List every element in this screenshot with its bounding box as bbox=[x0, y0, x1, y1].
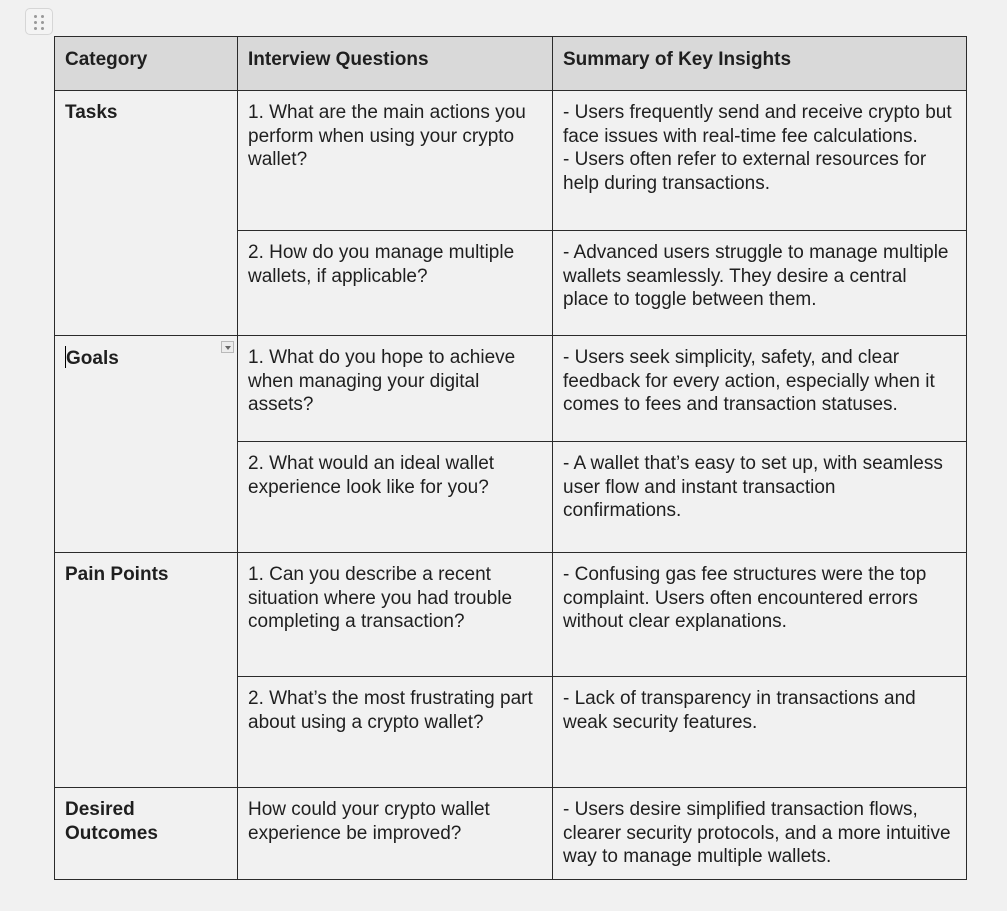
insight-line: - Lack of transparency in transactions and weak security features. bbox=[563, 688, 916, 733]
insights-cell[interactable] bbox=[553, 553, 967, 677]
insight-line: - A wallet that’s easy to set up, with seamless user flow and instant transaction confirmations. bbox=[563, 453, 943, 521]
question-cell[interactable]: 2. What’s the most frustrating part about using a crypto wallet? bbox=[238, 677, 553, 788]
category-cell-desired-outcomes[interactable] bbox=[55, 788, 238, 880]
insights-cell[interactable] bbox=[553, 788, 967, 880]
insight-line: - Users seek simplicity, safety, and clear feedback for every action, especially when it comes to fees and transaction statuses. bbox=[563, 347, 935, 415]
header-interview-questions[interactable]: Interview Questions bbox=[238, 37, 553, 91]
category-label: Pain Points bbox=[65, 564, 169, 585]
insights-cell[interactable] bbox=[553, 91, 967, 231]
table-row bbox=[55, 788, 967, 880]
drag-dot-icon bbox=[34, 21, 37, 24]
table-row bbox=[55, 553, 967, 677]
drag-dot-icon bbox=[34, 27, 37, 30]
category-label: Tasks bbox=[65, 102, 118, 123]
drag-dot-icon bbox=[41, 21, 44, 24]
category-cell-pain-points[interactable] bbox=[55, 553, 238, 788]
insight-line: - Advanced users struggle to manage multiple wallets seamlessly. They desire a central place to toggle between them. bbox=[563, 242, 949, 310]
question-cell[interactable]: 2. What would an ideal wallet experience look like for you? bbox=[238, 442, 553, 553]
question-cell[interactable]: 1. What do you hope to achieve when managing your digital assets? bbox=[238, 336, 553, 442]
header-category[interactable]: Category bbox=[55, 37, 238, 91]
insights-cell[interactable] bbox=[553, 677, 967, 788]
question-cell[interactable]: 1. Can you describe a recent situation where you had trouble completing a transaction? bbox=[238, 553, 553, 677]
category-label: Desired Outcomes bbox=[65, 799, 158, 844]
question-cell[interactable]: 2. How do you manage multiple wallets, if applicable? bbox=[238, 231, 553, 336]
table-drag-handle[interactable] bbox=[25, 8, 53, 35]
interview-insights-table bbox=[54, 36, 967, 880]
insights-cell[interactable] bbox=[553, 231, 967, 336]
table-row bbox=[55, 91, 967, 231]
insight-line: - Users desire simplified transaction flows, clearer security protocols, and a more intuitive way to manage multiple wallets. bbox=[563, 799, 951, 867]
insight-line: - Confusing gas fee structures were the top complaint. Users often encountered errors without clear explanations. bbox=[563, 564, 927, 632]
drag-dot-icon bbox=[41, 15, 44, 18]
header-row bbox=[55, 37, 967, 91]
category-label: Goals bbox=[66, 348, 119, 369]
drag-dot-icon bbox=[41, 27, 44, 30]
header-key-insights[interactable]: Summary of Key Insights bbox=[553, 37, 967, 91]
insight-line: - Users often refer to external resources for help during transactions. bbox=[563, 149, 927, 194]
category-cell-goals[interactable] bbox=[55, 336, 238, 553]
table-row bbox=[55, 336, 967, 442]
insight-line: - Users frequently send and receive crypto but face issues with real-time fee calculations. bbox=[563, 102, 952, 147]
drag-dot-icon bbox=[34, 15, 37, 18]
insights-cell[interactable] bbox=[553, 336, 967, 442]
question-cell[interactable]: How could your crypto wallet experience be improved? bbox=[238, 788, 553, 880]
category-cell-tasks[interactable] bbox=[55, 91, 238, 336]
question-cell[interactable]: 1. What are the main actions you perform when using your crypto wallet? bbox=[238, 91, 553, 231]
cell-menu-dropdown-icon[interactable] bbox=[221, 341, 234, 353]
insights-cell[interactable] bbox=[553, 442, 967, 553]
